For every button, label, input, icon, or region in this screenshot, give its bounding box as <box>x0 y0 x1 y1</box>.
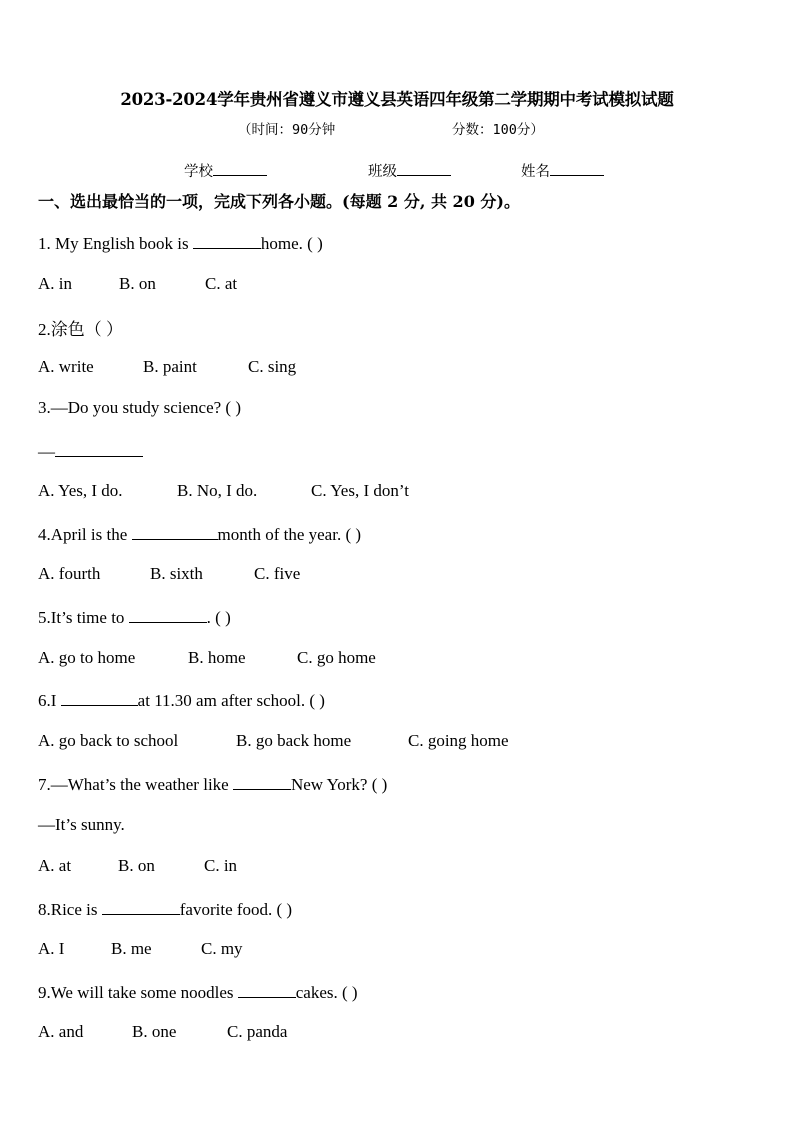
question-stem-end: New York? ( ) <box>290 775 388 794</box>
school-field[interactable] <box>184 160 267 181</box>
answer-blank[interactable] <box>55 440 143 457</box>
question-stem-end: home. ( ) <box>260 234 323 253</box>
option-b[interactable]: B. me <box>111 939 152 958</box>
options-1 <box>38 274 237 294</box>
question-stem-end: favorite food. ( ) <box>179 900 293 919</box>
question-stem-end: . ( ) <box>206 608 231 627</box>
question-4 <box>38 523 361 545</box>
question-stem: 9.We will take some noodles <box>38 983 238 1002</box>
option-b[interactable]: B. paint <box>143 357 197 376</box>
option-b[interactable]: B. one <box>132 1022 177 1041</box>
option-b[interactable]: B. sixth <box>150 564 203 583</box>
option-b[interactable]: B. No, I do. <box>177 481 258 500</box>
option-b[interactable]: B. on <box>118 856 155 875</box>
class-blank[interactable] <box>397 161 451 176</box>
options-9 <box>38 1022 287 1042</box>
question-stem-end: at 11.30 am after school. ( ) <box>137 691 325 710</box>
option-c[interactable]: C. sing <box>248 357 297 376</box>
question-stem: 4.April is the <box>38 525 132 544</box>
question-7-reply <box>38 815 125 835</box>
exam-score: 分数：100分） <box>452 122 544 138</box>
option-a[interactable]: A. go back to school <box>38 731 179 750</box>
option-a[interactable]: A. fourth <box>38 564 101 583</box>
option-c[interactable]: C. my <box>201 939 243 958</box>
option-a[interactable]: A. and <box>38 1022 84 1041</box>
name-field[interactable] <box>521 160 604 181</box>
options-2 <box>38 357 296 377</box>
school-blank[interactable] <box>213 161 267 176</box>
question-8 <box>38 898 292 920</box>
exam-time: （时间：90分钟 <box>238 122 336 138</box>
options-7 <box>38 856 237 876</box>
option-c[interactable]: C. in <box>204 856 238 875</box>
answer-blank[interactable] <box>132 523 218 540</box>
section-heading: 一、选出最恰当的一项，完成下列各小题。(每题 2 分, 共 20 分)。 <box>38 192 520 211</box>
question-2 <box>38 315 123 340</box>
name-blank[interactable] <box>550 161 604 176</box>
question-3 <box>38 398 241 418</box>
options-3 <box>38 481 409 501</box>
question-9 <box>38 981 358 1003</box>
question-stem: 6.I <box>38 691 61 710</box>
option-b[interactable]: B. on <box>119 274 156 293</box>
option-a[interactable]: A. I <box>38 939 65 958</box>
question-7 <box>38 773 387 795</box>
page-title: 2023-2024学年贵州省遵义市遵义县英语四年级第二学期期中考试模拟试题 <box>120 90 674 109</box>
question-1 <box>38 232 323 254</box>
answer-blank[interactable] <box>102 898 180 915</box>
question-stem: 7.—What’s the weather like <box>38 775 233 794</box>
question-3-reply <box>38 440 143 462</box>
name-label: 姓名 <box>521 164 550 180</box>
option-a[interactable]: A. Yes, I do. <box>38 481 123 500</box>
answer-blank[interactable] <box>238 981 296 998</box>
question-stem: 3.—Do you study science? ( ) <box>38 398 242 417</box>
option-c[interactable]: C. at <box>205 274 238 293</box>
question-5 <box>38 606 231 628</box>
option-c[interactable]: C. going home <box>408 731 509 750</box>
option-b[interactable]: B. home <box>188 648 246 667</box>
options-8 <box>38 939 243 959</box>
class-field[interactable] <box>368 160 451 181</box>
question-stem-end: month of the year. ( ) <box>217 525 362 544</box>
options-4 <box>38 564 300 584</box>
question-6 <box>38 689 325 711</box>
question-stem: 5.It’s time to <box>38 608 129 627</box>
reply-dash: — <box>38 442 55 461</box>
answer-blank[interactable] <box>233 773 291 790</box>
option-c[interactable]: C. go home <box>297 648 376 667</box>
option-b[interactable]: B. go back home <box>236 731 352 750</box>
answer-blank[interactable] <box>61 689 138 706</box>
question-stem: 1. My English book is <box>38 234 193 253</box>
reply-text: —It’s sunny. <box>38 815 125 834</box>
school-label: 学校 <box>184 164 213 180</box>
option-a[interactable]: A. go to home <box>38 648 136 667</box>
option-a[interactable]: A. at <box>38 856 72 875</box>
class-label: 班级 <box>368 164 397 180</box>
option-a[interactable]: A. in <box>38 274 72 293</box>
answer-blank[interactable] <box>193 232 261 249</box>
option-c[interactable]: C. five <box>254 564 301 583</box>
question-stem-end: cakes. ( ) <box>295 983 358 1002</box>
question-stem: 8.Rice is <box>38 900 102 919</box>
question-stem: 2.涂色（ ） <box>38 320 123 339</box>
answer-blank[interactable] <box>129 606 207 623</box>
option-c[interactable]: C. Yes, I don’t <box>311 481 409 500</box>
option-c[interactable]: C. panda <box>227 1022 288 1041</box>
option-a[interactable]: A. write <box>38 357 94 376</box>
options-6 <box>38 731 509 751</box>
options-5 <box>38 648 376 668</box>
